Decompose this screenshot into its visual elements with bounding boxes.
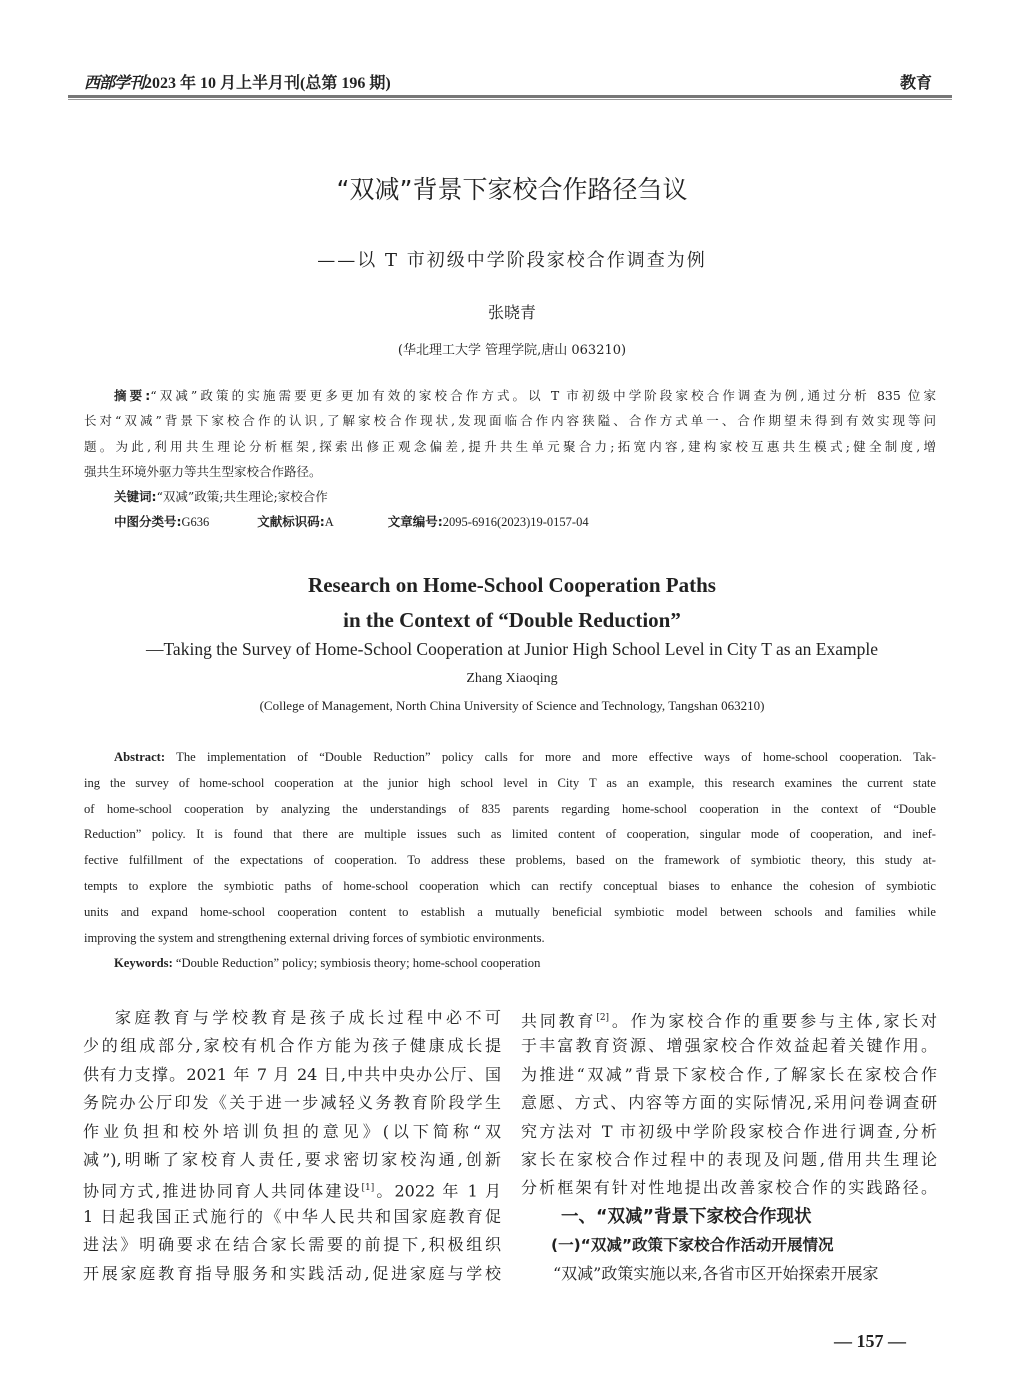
- body-line: 家庭教育与学校教育是孩子成长过程中必不可: [115, 1008, 501, 1027]
- running-header: [84, 70, 391, 93]
- body-right-column: [521, 1004, 937, 1288]
- abstract-line: 题。为此,利用共生理论分析框架,探索出修正观念偏差,提升共生单元聚合力;拓宽内容,建构家校互惠共生模式;健全制度,增: [84, 438, 936, 454]
- abstract-label: 摘要:: [114, 388, 151, 403]
- english-author: Zhang Xiaoqing: [466, 671, 558, 686]
- abstract-line: improving the system and strengthening external driving forces of symbiotic environments.: [84, 930, 545, 945]
- abstract-line: 长对“双减”背景下家校合作的认识,了解家校合作现状,发现面临合作内容狭隘、合作方式单一、合作期望未得到有效实现等问: [84, 413, 936, 429]
- body-line: 开展家庭教育指导服务和实践活动,促进家庭与学校: [83, 1263, 501, 1283]
- body-line: 少的组成部分,家校有机合作方能为孩子健康成长提: [83, 1036, 501, 1056]
- abstract-line: tempts to explore the symbiotic paths of home-school cooperation which can rectify conceptual biases to enhance the cohesion of symbiotic: [84, 878, 936, 893]
- english-abstract: Abstract: The implementation of “Double Reduction” policy calls for more and more effective ways of home-school cooperation. Tak- ing the survey of home-school cooperation at the junior high school level in City T as an example, this research examines the current state of home-school cooperation by analyzing the understandings of 835 parents regarding home-school cooperation in the context of “Double Reduction” policy. It is found that there are multiple issues such as limited content of cooperation, singular mode of cooperation, and inef- fective fulfillment of the expectations of cooperation. To address these problems, based on the framework of symbiotic theory, this study at- tempts to explore the symbiotic paths of home-school cooperation which can rectify conceptual biases to enhance the cohesion of symbiotic units and expand home-school cooperation content to establish a mutually beneficial symbiotic model between schools and families while improving the system and strengthening external driving forces of symbiotic environments. Keywords: “Double Reduction” policy; symbiosis theory; home-school cooperation: [84, 745, 936, 977]
- body-line: 作业负担和校外培训负担的意见》(以下简称“双: [83, 1121, 501, 1141]
- body-line: 于丰富教育资源、增强家校合作效益起着关键作用。: [521, 1036, 937, 1056]
- subsection-heading: (一)“双减”政策下家校合作活动开展情况: [551, 1236, 834, 1255]
- abstract-line: Reduction” policy. It is found that there are multiple issues such as limited content of cooperation, singular mode of cooperation, and inef-: [84, 827, 936, 842]
- abstract-line: 强共生环境外驱力等共生型家校合作路径。: [84, 463, 322, 479]
- abstract-line: fective fulfillment of the expectations of cooperation. To address these problems, based on the framework of symbiotic theory, this study at-: [84, 853, 936, 868]
- body-line: 究方法对 T 市初级中学阶段家校合作进行调查,分析: [521, 1121, 937, 1141]
- classification-meta: 中图分类号:G636 文献标识码:A 文章编号:2095-6916(2023)19-0157-04: [114, 514, 589, 530]
- body-line: 1 日起我国正式施行的《中华人民共和国家庭教育促: [83, 1206, 501, 1226]
- english-title: Research on Home-School Cooperation Paths in the Context of “Double Reduction”: [308, 573, 716, 632]
- page-number: — 157 —: [834, 1331, 906, 1351]
- body-line: 进法》明确要求在结合家长需要的前提下,积极组织: [83, 1235, 501, 1255]
- body-line: “双减”政策实施以来,各省市区开始探索开展家: [553, 1263, 879, 1283]
- abstract-line: units and expand home-school cooperation content to establish a mutually beneficial symbiotic model between schools and families while: [84, 904, 936, 919]
- author: 张晓青: [487, 303, 536, 322]
- issue-info: 2023 年 10 月上半月刊(总第 196 期): [144, 75, 391, 92]
- abstract-line: ing the survey of home-school cooperation at the junior high school level in City T as an example, this research examines the current state: [84, 775, 936, 790]
- body-line: 供有力支撑。2021 年 7 月 24 日,中共中央办公厅、国: [83, 1064, 501, 1084]
- journal-logo: 西部学刊: [84, 75, 145, 92]
- affiliation: (华北理工大学 管理学院,唐山 063210): [397, 343, 627, 358]
- body-line: 共同教育[2]。作为家校合作的重要参与主体,家长对: [521, 1011, 937, 1031]
- header-rule-thin: [68, 99, 952, 100]
- body-line: 家长在家校合作过程中的表现及问题,借用共生理论: [521, 1149, 937, 1169]
- body-left-column: [83, 1004, 501, 1288]
- body-line: 意愿、方式、内容等方面的实际情况,采用问卷调查研: [521, 1093, 937, 1113]
- cn-abstract: [84, 383, 936, 535]
- body-line: 减”),明晰了家校育人责任,要求密切家校沟通,创新: [83, 1149, 501, 1169]
- english-keywords: Keywords: “Double Reduction” policy; symbiosis theory; home-school cooperation: [114, 956, 541, 971]
- body-line: 分析框架有针对性地提出改善家校合作的实践路径。: [521, 1178, 937, 1198]
- english-subtitle: —Taking the Survey of Home-School Cooperation at Junior High School Level in City T as an Example: [145, 639, 879, 659]
- abstract-line: “双减”政策的实施需要更多更加有效的家校合作方式。以 T 市初级中学阶段家校合作调查为例,通过分析 835 位家: [150, 388, 936, 403]
- english-affiliation: (College of Management, North China University of Science and Technology, Tangshan 063210): [259, 698, 765, 713]
- subtitle: ——以 T 市初级中学阶段家校合作调查为例: [317, 250, 707, 271]
- keywords: 关键词:“双减”政策;共生理论;家校合作: [114, 489, 328, 505]
- body-line: 务院办公厅印发《关于进一步减轻义务教育阶段学生: [83, 1093, 501, 1113]
- abstract-label: Abstract:: [114, 750, 166, 764]
- body-line: 为推进“双减”背景下家校合作,了解家长在家校合作: [521, 1064, 937, 1084]
- page-title: “双减”背景下家校合作路径刍议: [336, 175, 688, 204]
- header-rule: [68, 95, 952, 98]
- section-label: 教育: [899, 73, 932, 92]
- section-heading: 一、“双减”背景下家校合作现状: [561, 1206, 812, 1227]
- body-line: 协同方式,推进协同育人共同体建设[1]。2022 年 1 月: [83, 1181, 501, 1201]
- abstract-line: of home-school cooperation by analyzing the understandings of 835 parents regarding home-school cooperation in the context of “Double: [84, 801, 936, 816]
